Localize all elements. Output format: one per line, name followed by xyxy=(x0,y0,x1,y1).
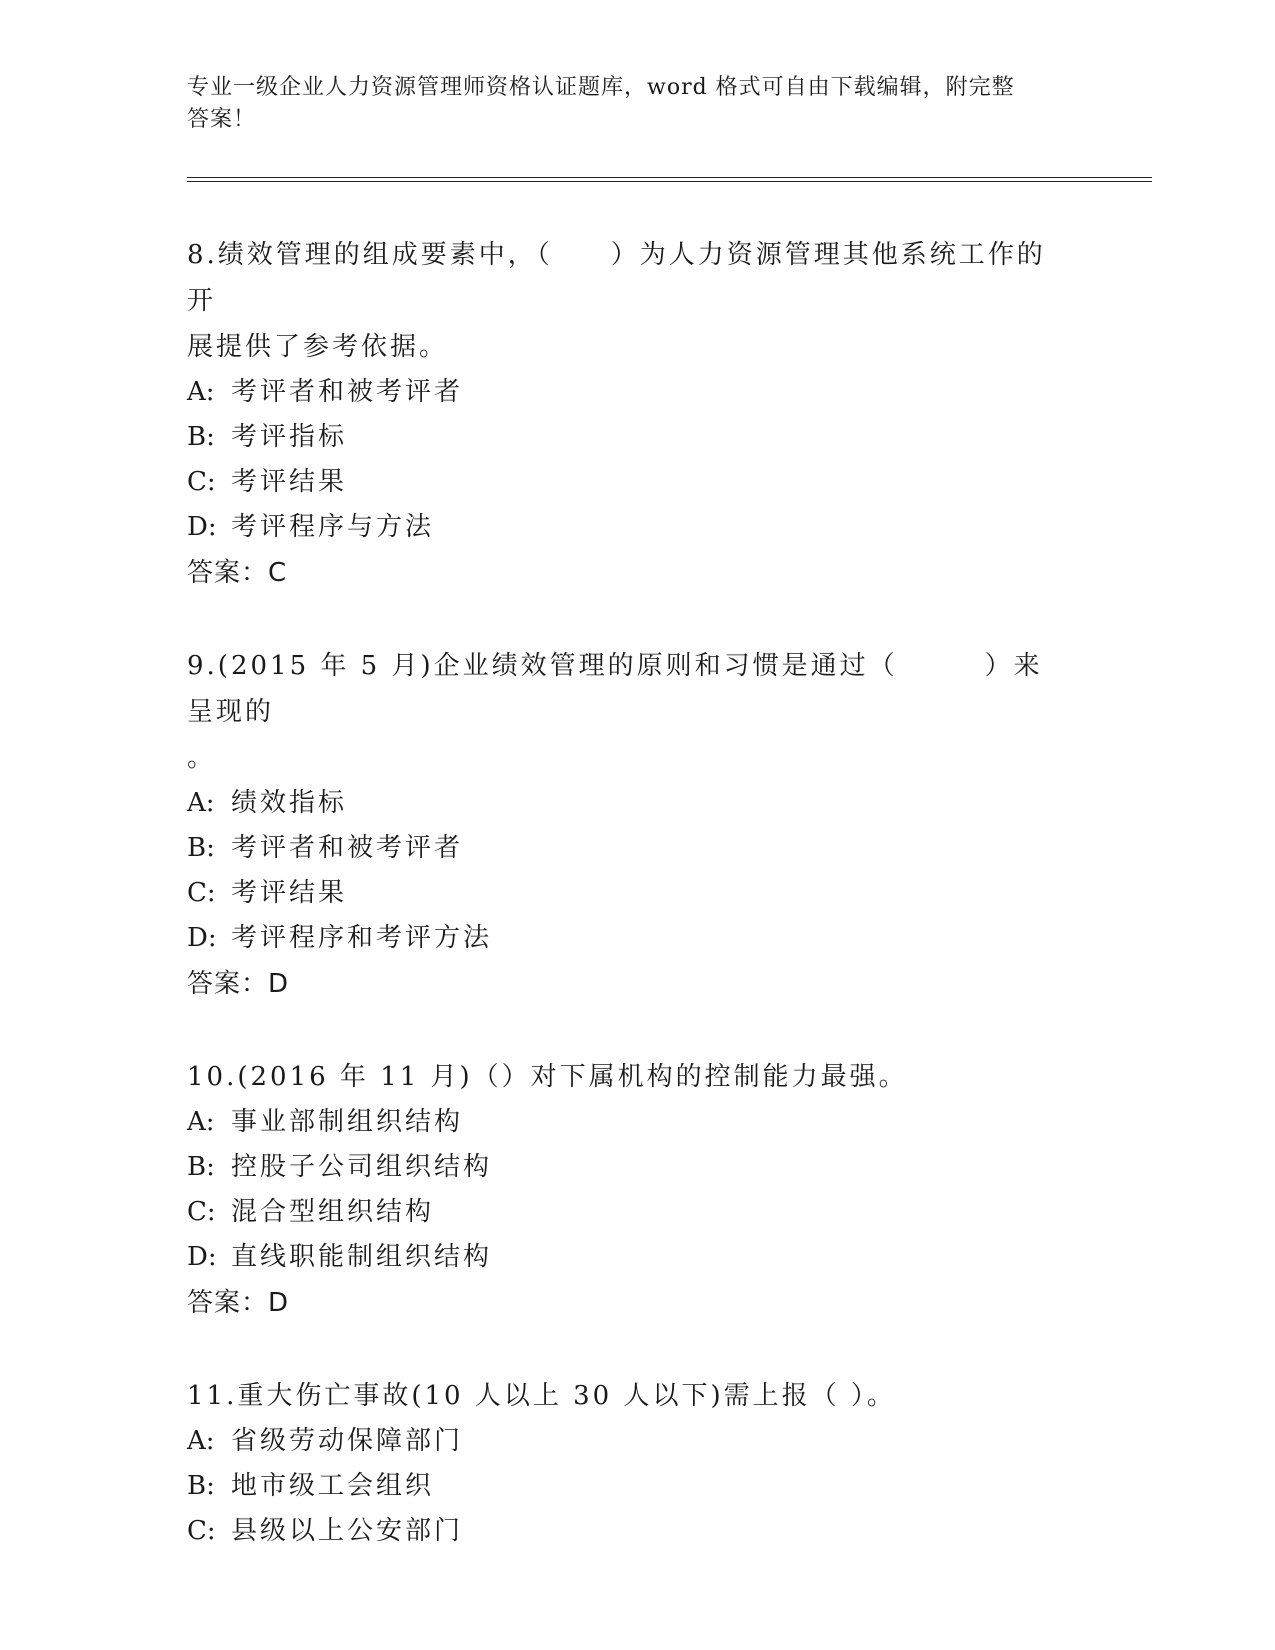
option-text: 省级劳动保障部门 xyxy=(231,1426,464,1456)
option-text: 地市级工会组织 xyxy=(231,1471,435,1501)
document-header xyxy=(187,72,1067,136)
option-a xyxy=(187,1100,1087,1145)
option-b xyxy=(187,826,1087,871)
option-text: 直线职能制组织结构 xyxy=(231,1242,493,1272)
option-b xyxy=(187,1464,1087,1509)
question-text xyxy=(187,232,1067,370)
option-text: 事业部制组织结构 xyxy=(231,1107,464,1137)
option-key: D: xyxy=(187,923,217,953)
option-b xyxy=(187,415,1087,460)
option-key: D: xyxy=(187,1242,217,1272)
option-key: B: xyxy=(187,422,215,452)
answer: 答案：D xyxy=(187,969,290,999)
answer: 答案：C xyxy=(187,558,288,588)
option-a xyxy=(187,370,1087,415)
option-c xyxy=(187,460,1087,505)
question-11 xyxy=(187,1373,1087,1554)
question-text xyxy=(187,1373,1067,1419)
question-10 xyxy=(187,1054,1087,1326)
question-list xyxy=(187,232,1087,1554)
question-text xyxy=(187,1054,1067,1100)
answer: 答案：D xyxy=(187,1288,290,1318)
option-a xyxy=(187,1419,1087,1464)
question-text-line-1: 9.(2015 年 5 月)企业绩效管理的原则和习惯是通过（ ）来呈现的 xyxy=(187,651,1043,727)
option-key: A: xyxy=(187,788,215,818)
question-text-line-2: 。 xyxy=(187,743,217,773)
option-d xyxy=(187,916,1087,961)
header-double-rule xyxy=(187,177,1152,182)
option-text: 考评指标 xyxy=(231,422,348,452)
option-key: C: xyxy=(187,878,216,908)
question-text-line-2: 展提供了参考依据。 xyxy=(187,332,449,362)
option-key: A: xyxy=(187,1107,215,1137)
option-key: D: xyxy=(187,512,217,542)
option-text: 考评程序和考评方法 xyxy=(231,923,493,953)
question-text-line-1: 11.重大伤亡事故(10 人以上 30 人以下)需上报（ ）。 xyxy=(187,1381,896,1411)
question-8 xyxy=(187,232,1087,596)
option-a xyxy=(187,781,1087,826)
option-key: A: xyxy=(187,1426,215,1456)
option-key: C: xyxy=(187,1197,216,1227)
option-key: B: xyxy=(187,1152,215,1182)
option-key: B: xyxy=(187,1471,215,1501)
header-line-1: 专业一级企业人力资源管理师资格认证题库，word 格式可自由下载编辑，附完整 xyxy=(187,75,1015,100)
option-text: 混合型组织结构 xyxy=(231,1197,435,1227)
option-text: 控股子公司组织结构 xyxy=(231,1152,493,1182)
option-text: 绩效指标 xyxy=(231,788,348,818)
option-b xyxy=(187,1145,1087,1190)
option-key: A: xyxy=(187,377,215,407)
option-text: 考评结果 xyxy=(231,878,348,908)
question-text-line-1: 8.绩效管理的组成要素中，（ ）为人力资源管理其他系统工作的开 xyxy=(187,240,1046,316)
option-key: B: xyxy=(187,833,215,863)
option-d xyxy=(187,505,1087,550)
option-text: 考评程序与方法 xyxy=(231,512,435,542)
option-text: 考评结果 xyxy=(231,467,348,497)
option-key: C: xyxy=(187,467,216,497)
question-text xyxy=(187,643,1067,781)
option-c xyxy=(187,1509,1087,1554)
header-line-2: 答案！ xyxy=(187,107,257,132)
option-d xyxy=(187,1235,1087,1280)
option-c xyxy=(187,1190,1087,1235)
option-key: C: xyxy=(187,1516,216,1546)
option-text: 县级以上公安部门 xyxy=(231,1516,464,1546)
option-text: 考评者和被考评者 xyxy=(231,833,464,863)
option-c xyxy=(187,871,1087,916)
question-text-line-1: 10.(2016 年 11 月)（）对下属机构的控制能力最强。 xyxy=(187,1062,908,1092)
question-9 xyxy=(187,643,1087,1007)
option-text: 考评者和被考评者 xyxy=(231,377,464,407)
